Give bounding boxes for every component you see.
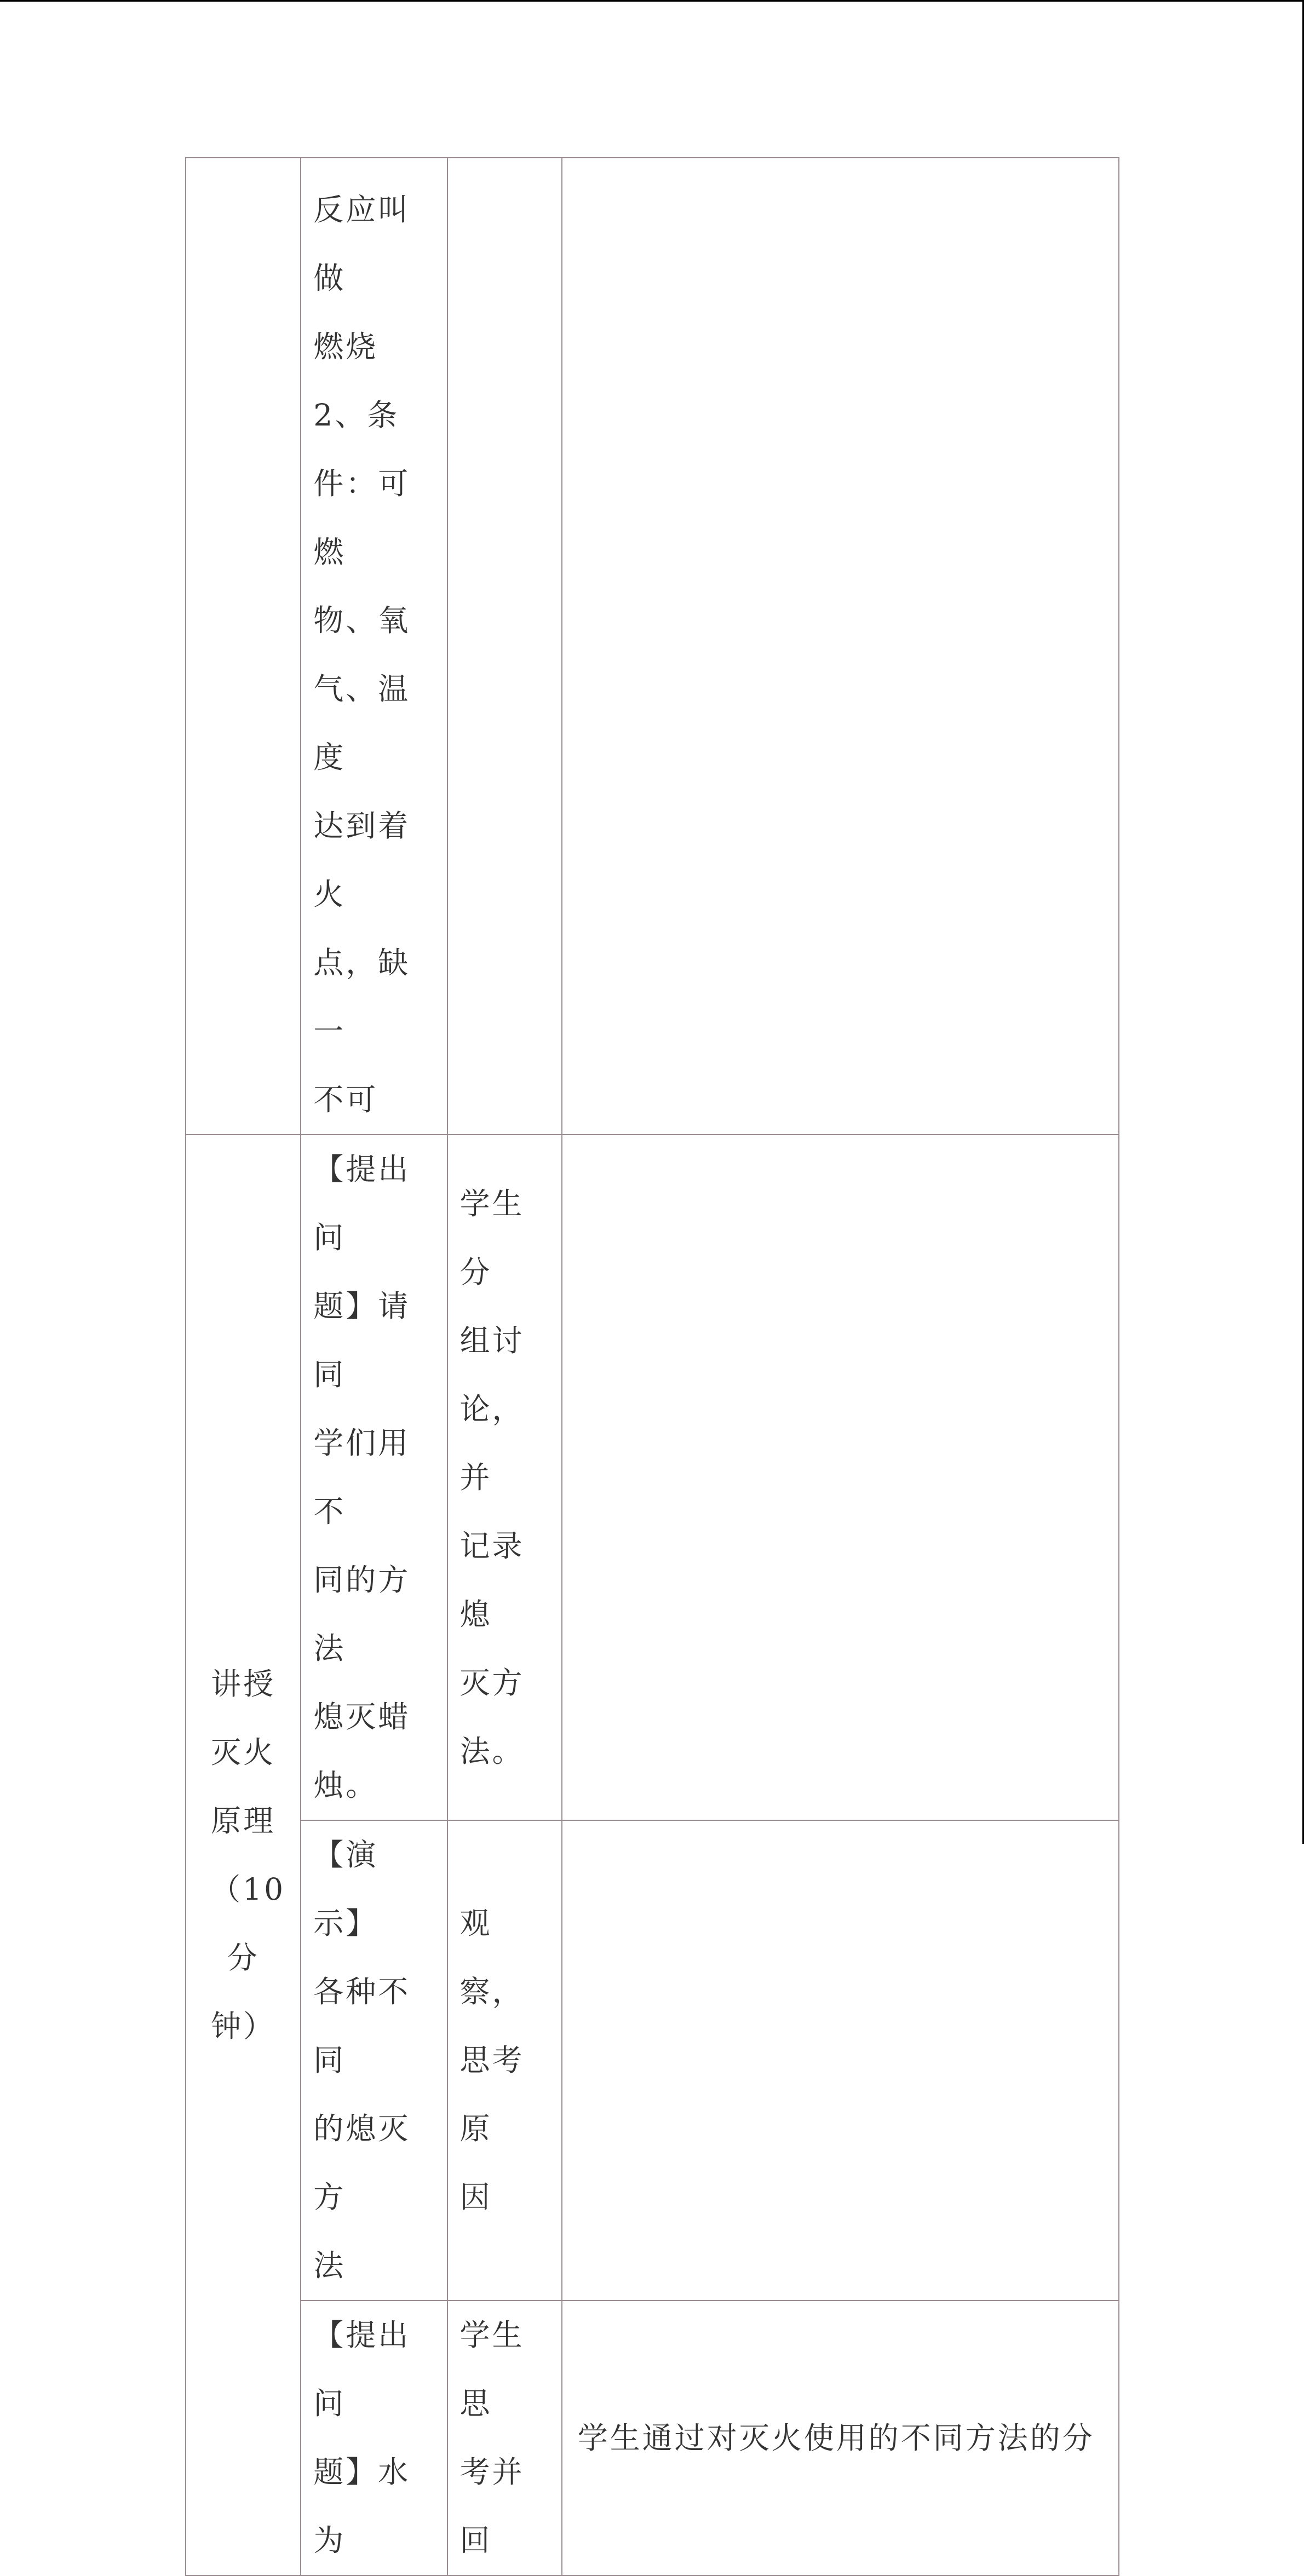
table-cell-design-intent: 学生通过对灭火使用的不同方法的分 — [562, 2301, 1119, 2575]
table-cell-student-activity: 观察， 思考原 因 — [447, 1820, 562, 2301]
table-row — [186, 1135, 1119, 1820]
table-cell-section — [186, 158, 301, 1135]
table-row — [186, 1820, 1119, 2301]
table-row — [186, 2301, 1119, 2575]
table-cell-teacher-activity: 【演示】 各种不同 的熄灭方 法 — [301, 1820, 447, 2301]
combustion-conditions-text: 反应叫做 燃烧 2、条 件：可燃 物、氧 气、温度 达到着火 点，缺一 不可 — [313, 192, 411, 1117]
table-cell-design-intent — [562, 1820, 1119, 2301]
table-cell-student-activity — [447, 158, 562, 1135]
table-cell-student-activity: 学生分 组讨 论，并 记录熄 灭方 法。 — [447, 1135, 562, 1820]
table-cell-student-activity: 学生思 考并回 — [447, 2301, 562, 2575]
page-top-border — [0, 0, 1304, 2]
table-cell-design-intent — [562, 1135, 1119, 1820]
table-row — [186, 158, 1119, 1135]
table-cell-design-intent — [562, 158, 1119, 1135]
table-cell-teacher-activity: 【提出问 题】水为 — [301, 2301, 447, 2575]
table-cell-teacher-activity — [301, 158, 447, 1135]
lesson-plan-table — [185, 157, 1119, 2576]
table-cell-teacher-activity: 【提出问 题】请同 学们用不 同的方法 熄灭蜡 烛。 — [301, 1135, 447, 1820]
section-label: 讲授 灭火 原理 （10 分 钟） — [210, 1666, 286, 2044]
table-cell-section-lecture — [186, 1135, 301, 2575]
